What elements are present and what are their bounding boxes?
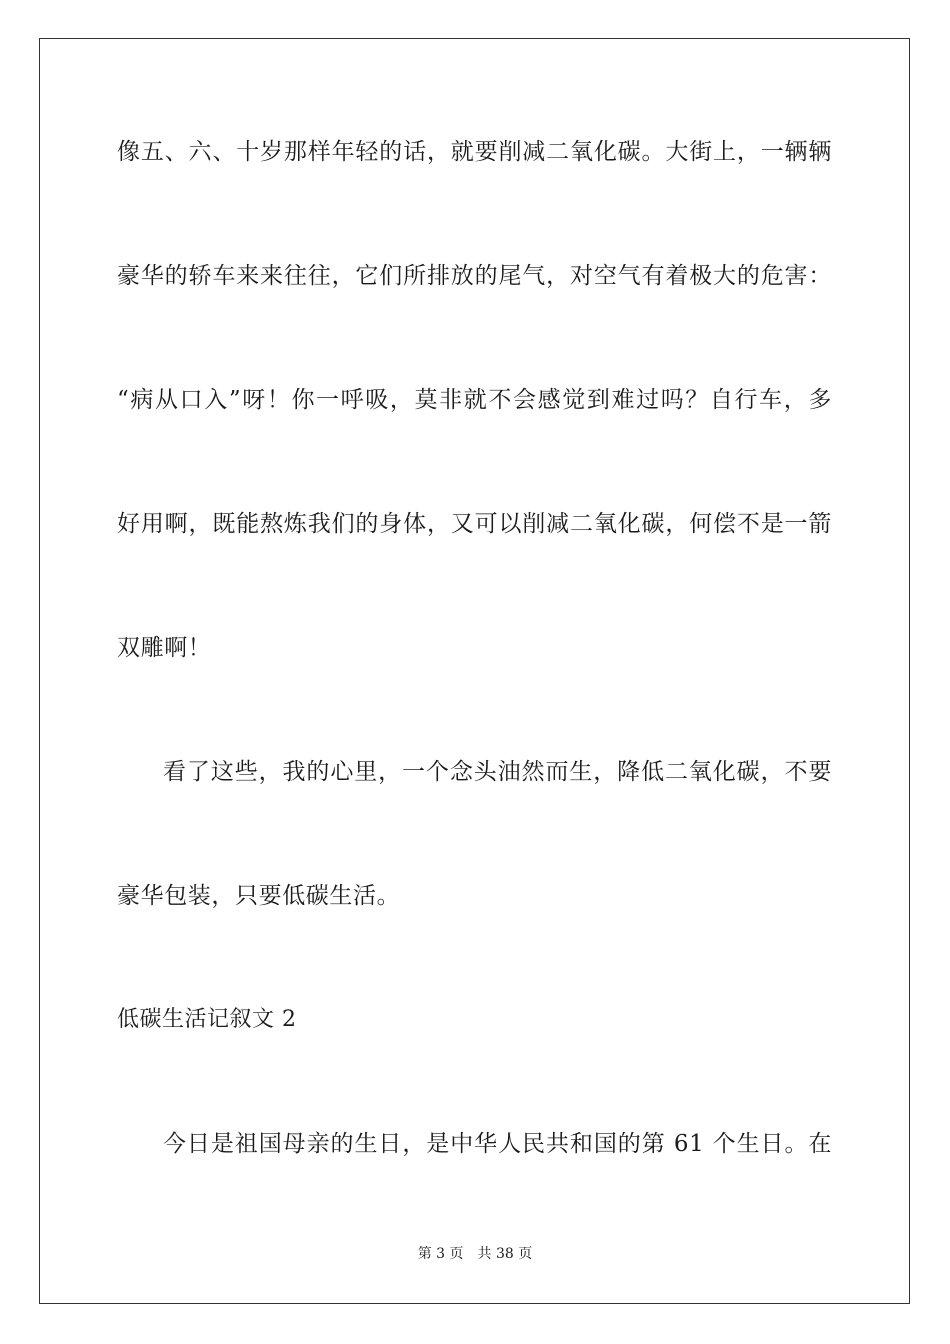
body-line-3: “病从口入”呀！你一呼吸，莫非就不会感觉到难过吗？自行车，多 bbox=[117, 387, 832, 413]
section-line-1: 今日是祖国母亲的生日，是中华人民共和国的第 61 个生日。在 bbox=[163, 1131, 832, 1157]
page-number: 第 3 页 bbox=[417, 1246, 464, 1262]
page-footer bbox=[0, 1245, 950, 1263]
body-line-7: 豪华包装，只要低碳生活。 bbox=[117, 883, 401, 909]
body-line-1: 像五、六、十岁那样年轻的话，就要削减二氧化碳。大街上，一辆辆 bbox=[117, 139, 832, 165]
body-line-4: 好用啊，既能熬炼我们的身体，又可以削减二氧化碳，何偿不是一箭 bbox=[117, 511, 832, 537]
body-line-6: 看了这些，我的心里，一个念头油然而生，降低二氧化碳，不要 bbox=[163, 759, 832, 785]
page-border bbox=[39, 38, 910, 1304]
body-line-5: 双雕啊！ bbox=[117, 635, 212, 661]
body-line-2: 豪华的轿车来来往往，它们所排放的尾气，对空气有着极大的危害： bbox=[117, 263, 832, 289]
section-heading: 低碳生活记叙文 2 bbox=[117, 1007, 297, 1032]
total-pages: 共 38 页 bbox=[477, 1246, 533, 1262]
